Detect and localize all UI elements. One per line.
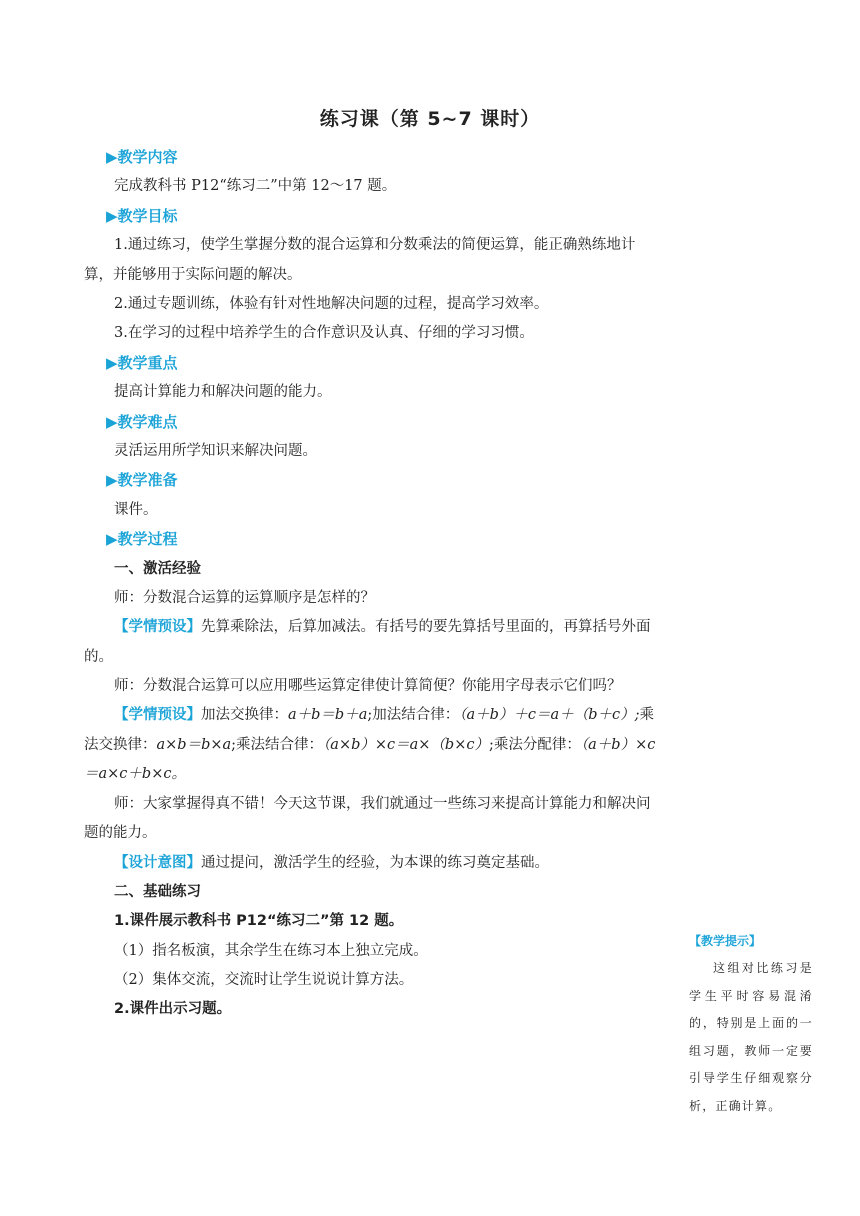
heading-content: ▶教学内容 [106, 148, 178, 166]
heading-process: ▶教学过程 [106, 530, 178, 549]
law-label-1: 加法交换律： [201, 707, 288, 724]
teacher-question-2: 师：分数混合运算可以应用哪些运算定律使计算简便？你能用字母表示它们吗？ [114, 678, 622, 695]
key-text: 提高计算能力和解决问题的能力。 [114, 384, 332, 401]
goal-item-3: 3.在学习的过程中培养学生的合作意识及认真、仔细的学习习惯。 [114, 325, 534, 342]
tag-xuqing: 【学情预设】 [114, 619, 201, 636]
tip-title: 【教学提示】 [689, 934, 762, 948]
goal-item-2: 2.通过专题训练，体验有针对性地解决问题的过程，提高学习效率。 [114, 295, 549, 312]
page-title: 练习课（第 5~7 课时） [319, 108, 541, 130]
teacher-question-3: 师：大家掌握得真不错！今天这节课，我们就通过一些练习来提高计算能力和解决问题的能力。 [84, 795, 651, 842]
law-label-3: 乘法交换律： [84, 707, 654, 753]
heading-difficulty: ▶教学难点 [106, 412, 178, 431]
content-text: 完成教科书 P12“练习二”中第 12～17 题。 [114, 178, 397, 195]
difficulty-text: 灵活运用所学知识来解决问题。 [114, 442, 317, 459]
law-expr-2: （a＋b）＋c＝a＋（b＋c）; [459, 707, 640, 724]
law-expr-3: a×b＝b×a [156, 736, 232, 753]
teaching-tip-sidebar [689, 929, 813, 1121]
tag-sheji: 【设计意图】 [114, 854, 201, 871]
teacher-question-1: 师：分数混合运算的运算顺序是怎样的？ [114, 589, 375, 606]
student-answer-2 [84, 701, 658, 789]
answer-1-text: 先算乘除法，后算加减法。有括号的要先算括号里面的，再算括号外面的。 [84, 619, 651, 665]
law-expr-1: a＋b＝b＋a [288, 707, 368, 724]
prep-text: 课件。 [114, 501, 158, 518]
student-answer-1 [84, 613, 658, 672]
heading-goals: ▶教学目标 [106, 206, 178, 225]
law-label-5: ;乘法分配律： [489, 736, 581, 753]
goal-item-1: 1.通过练习，使学生掌握分数的混合运算和分数乘法的简便运算，能正确熟练地计算，并能够用于实际问题的解决。 [84, 237, 636, 283]
design-intent-text: 通过提问，激活学生的经验，为本课的练习奠定基础。 [201, 854, 549, 871]
exercise-1-title: 1.课件展示教科书 P12“练习二”第 12 题。 [114, 913, 404, 930]
tag-xuqing-2: 【学情预设】 [114, 707, 201, 724]
part1-title: 一、激活经验 [114, 560, 201, 577]
law-expr-4: （a×b）×c＝a×（b×c） [323, 736, 489, 753]
exercise-1-step-2: （2）集体交流，交流时让学生说说计算方法。 [114, 972, 414, 989]
tip-body: 这组对比练习是学生平时容易混淆的，特别是上面的一组习题，教师一定要引导学生仔细观察分析，正确计算。 [689, 961, 813, 1113]
design-intent [84, 849, 658, 878]
exercise-2-title: 2.课件出示习题。 [114, 1001, 232, 1018]
exercise-1-step-1: （1）指名板演，其余学生在练习本上独立完成。 [114, 942, 428, 959]
heading-key: ▶教学重点 [106, 353, 178, 372]
law-label-2: ;加法结合律： [367, 707, 460, 724]
law-label-4: ;乘法结合律： [231, 736, 324, 753]
heading-prep: ▶教学准备 [106, 471, 178, 490]
law-expr-5: （a＋b）×c＝a×c＋b×c。 [84, 736, 656, 783]
lesson-body [84, 143, 658, 1025]
part2-title: 二、基础练习 [114, 883, 201, 900]
